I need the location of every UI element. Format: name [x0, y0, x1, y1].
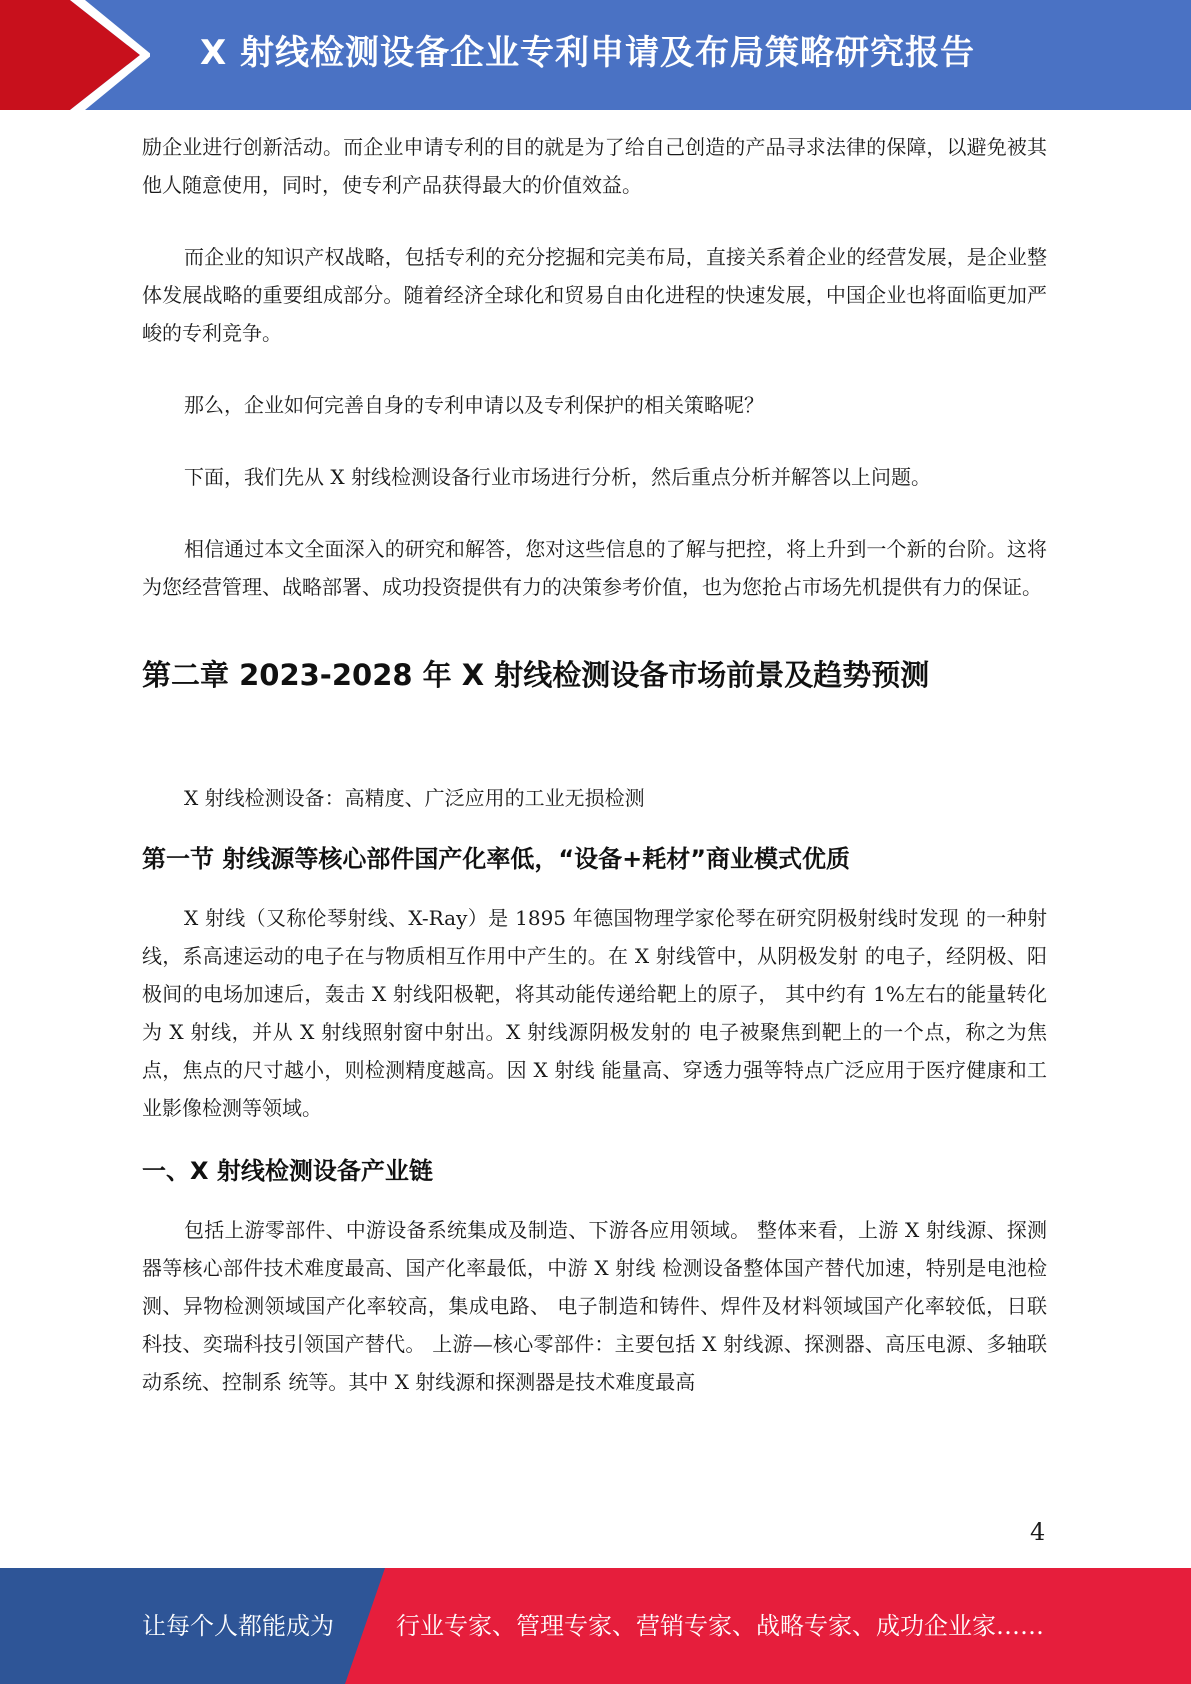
paragraph-question: 那么，企业如何完善自身的专利申请以及专利保护的相关策略呢？ — [184, 393, 764, 417]
paragraph-industry-chain: 包括上游零部件、中游设备系统集成及制造、下游各应用领域。 整体来看，上游 X 射线源、探测器等核心部件技术难度最高、国产化率最低，中游 X 射线 检测设备整体国产替代加速，特别是电池检测、异物检测领域国产化率较高，集成电路、 电子制造和铸件、焊件及材料领域国产化率较低，日联科技、奕瑞科技引领国产替代。 上游—核心零部件：主要包括 X 射线源、探测器、高压电源、多轴联动系统、控制系 统等。其中 X 射线源和探测器是技术难度最高 — [142, 1218, 1047, 1394]
page-content — [142, 128, 1047, 1401]
paragraph-analysis-plan: 下面，我们先从 X 射线检测设备行业市场进行分析，然后重点分析并解答以上问题。 — [184, 465, 931, 489]
section-heading: 第一节 射线源等核心部件国产化率低，“设备+耗材”商业模式优质 — [142, 845, 851, 873]
chapter-heading: 第二章 2023-2028 年 X 射线检测设备市场前景及趋势预测 — [142, 658, 930, 692]
page-footer — [0, 1568, 1191, 1684]
page-number: 4 — [1030, 1518, 1046, 1546]
paragraph-ip-strategy: 而企业的知识产权战略，包括专利的充分挖掘和完美布局，直接关系着企业的经营发展，是企业整体发展战略的重要组成部分。随着经济全球化和贸易自由化进程的快速发展，中国企业也将面临更加严峻的专利竞争。 — [142, 245, 1047, 345]
paragraph-continuation: 励企业进行创新活动。而企业申请专利的目的就是为了给自己创造的产品寻求法律的保障，以避免被其他人随意使用，同时，使专利产品获得最大的价值效益。 — [142, 135, 1047, 197]
paragraph-value: 相信通过本文全面深入的研究和解答，您对这些信息的了解与把控，将上升到一个新的台阶。这将为您经营管理、战略部署、成功投资提供有力的决策参考价值，也为您抢占市场先机提供有力的保证。 — [142, 537, 1047, 599]
report-title: X 射线检测设备企业专利申请及布局策略研究报告 — [200, 33, 976, 73]
paragraph-xray-definition: X 射线（又称伦琴射线、X-Ray）是 1895 年德国物理学家伦琴在研究阴极射线时发现 的一种射线，系高速运动的电子在与物质相互作用中产生的。在 X 射线管中，从阴极发射 的电子，经阴极、阳极间的电场加速后，轰击 X 射线阳极靶，将其动能传递给靶上的原子， 其中约有 1%左右的能量转化为 X 射线，并从 X 射线照射窗中射出。X 射线源阴极发射的 电子被聚焦到靶上的一个点，称之为焦点，焦点的尺寸越小，则检测精度越高。因 X 射线 能量高、穿透力强等特点广泛应用于医疗健康和工业影像检测等领域。 — [142, 906, 1047, 1120]
footer-slogan-left: 让每个人都能成为 — [142, 1612, 334, 1640]
subsection-heading: 一、X 射线检测设备产业链 — [142, 1157, 433, 1185]
header-arrow-decoration — [0, 0, 150, 110]
footer-slogan-right: 行业专家、管理专家、营销专家、战略专家、成功企业家…… — [396, 1612, 1044, 1640]
page-header — [0, 0, 1191, 110]
chapter-intro-line: X 射线检测设备：高精度、广泛应用的工业无损检测 — [184, 786, 645, 810]
